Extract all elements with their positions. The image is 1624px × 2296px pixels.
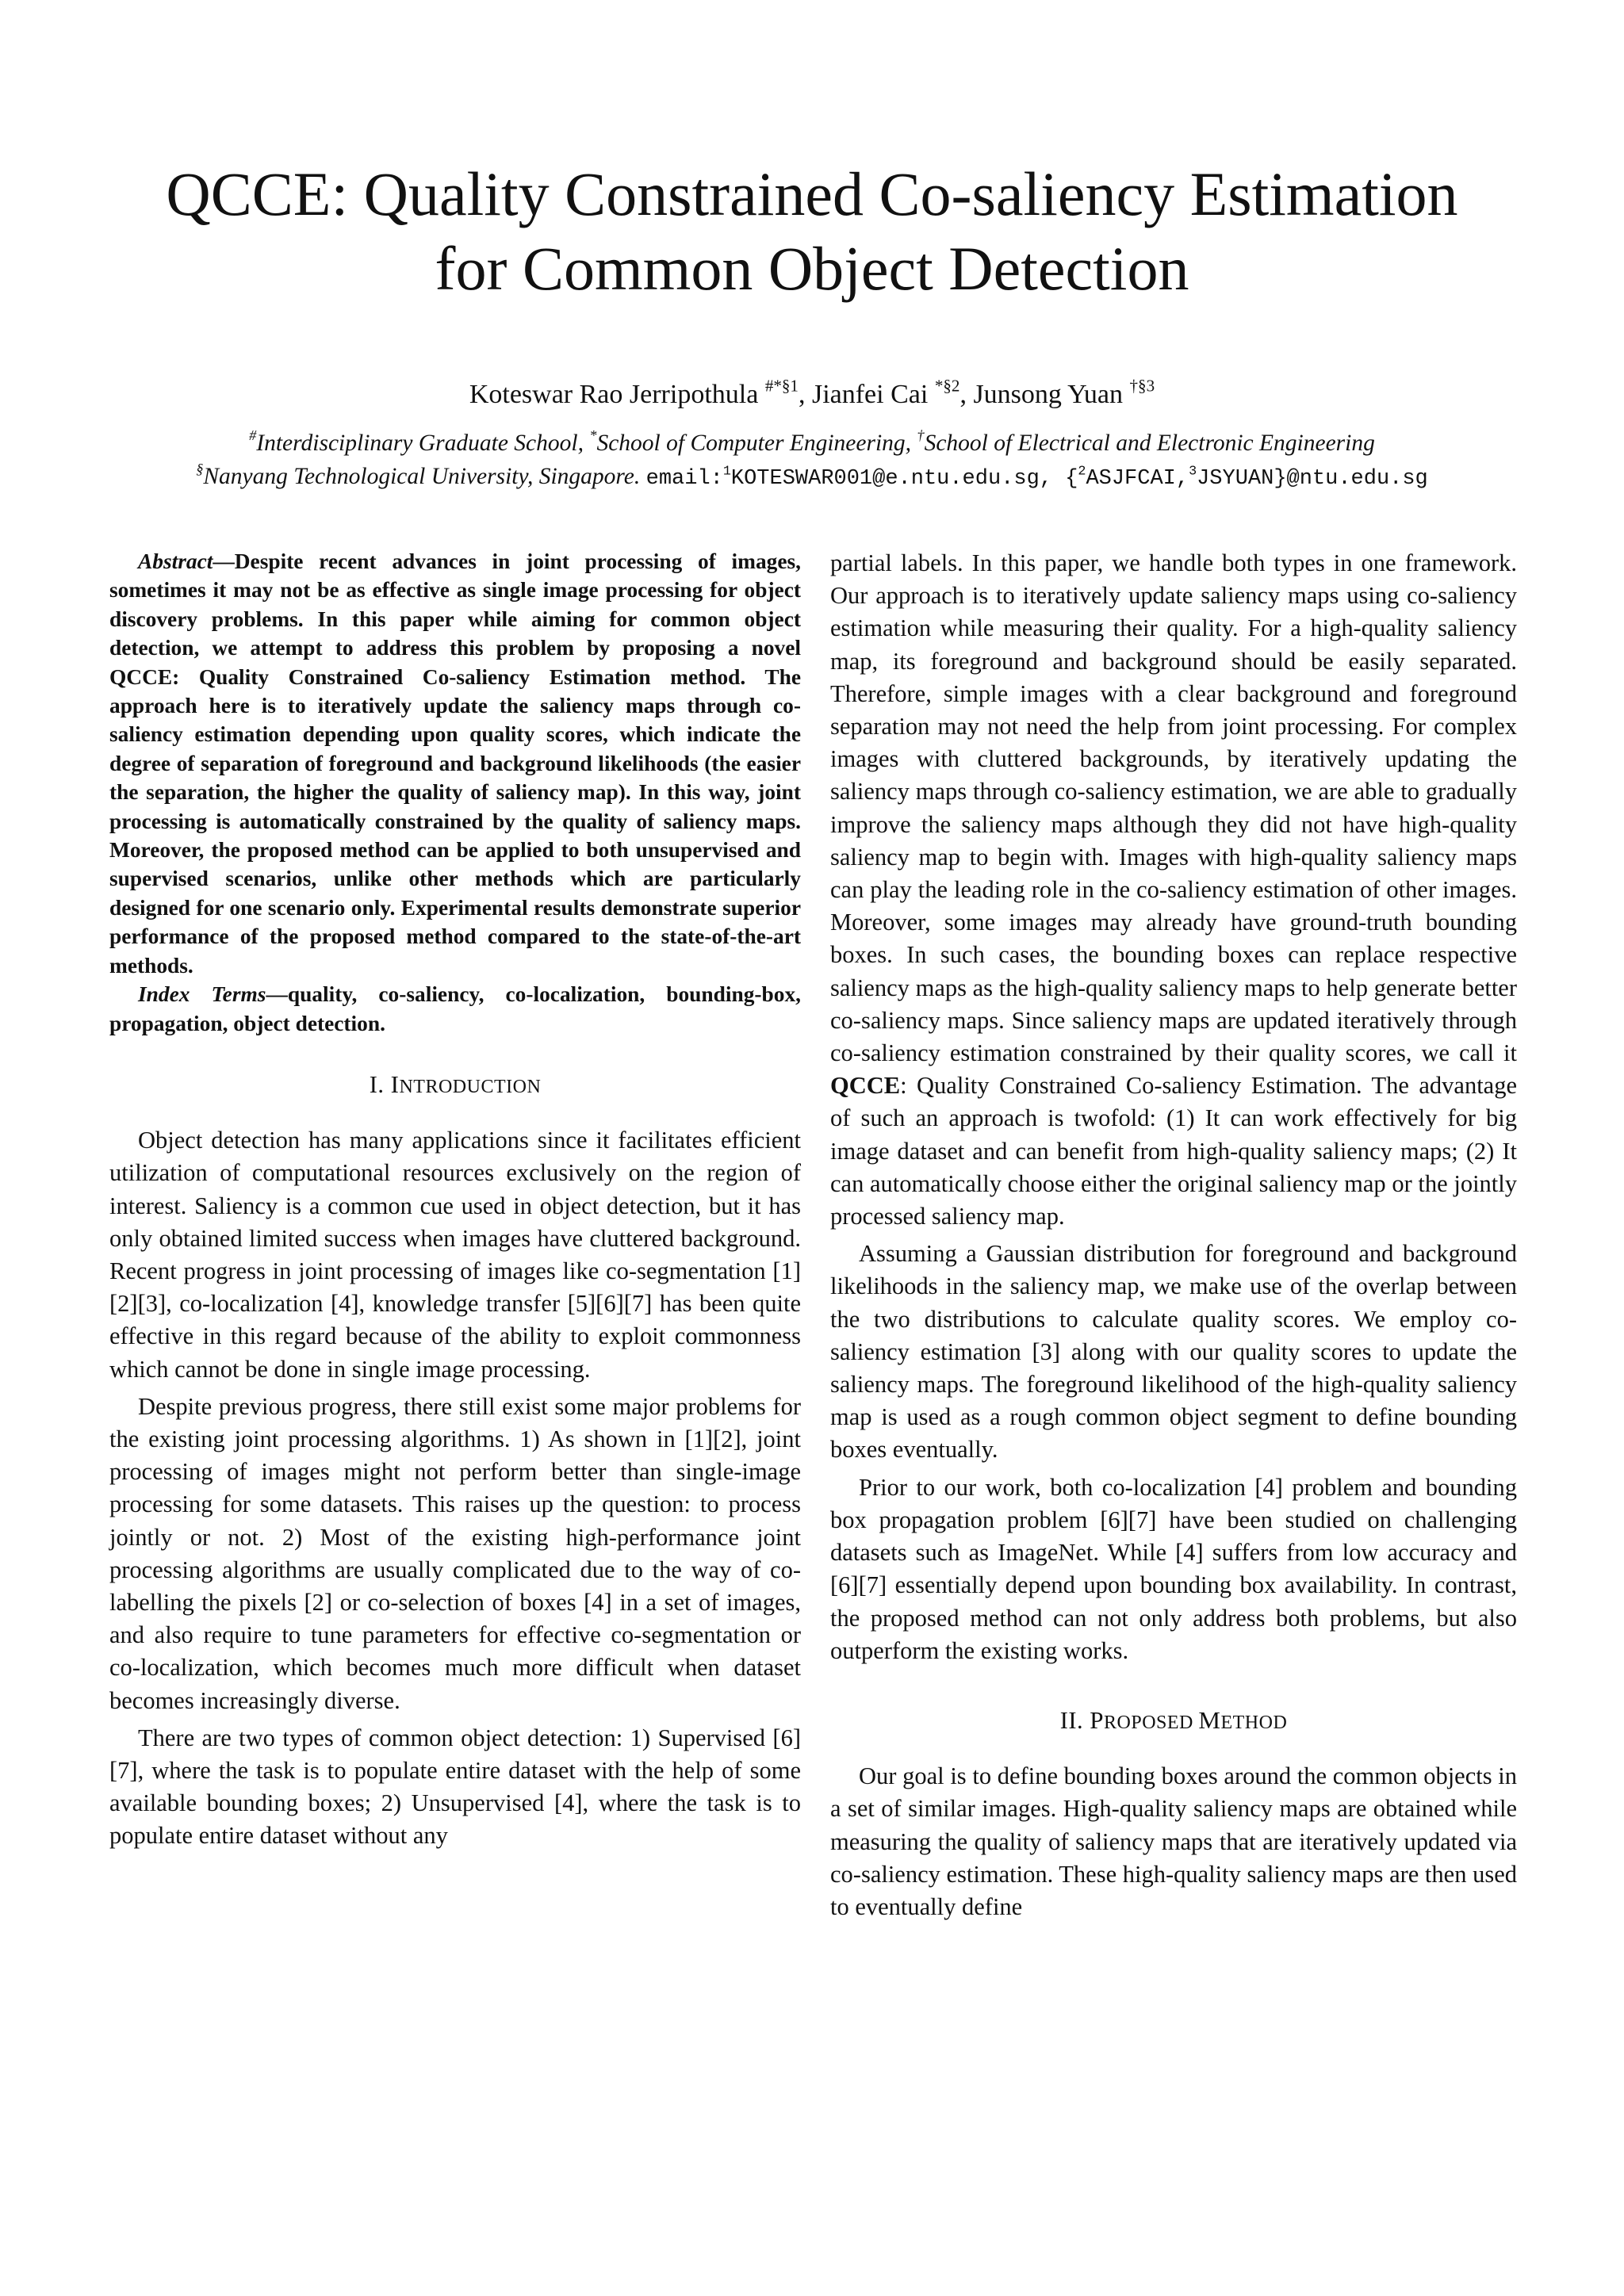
section-title-rest: ETHOD	[1220, 1712, 1288, 1733]
paragraph: Despite previous progress, there still exist some major problems for the existing joint processing algorithms. 1) As shown in [1][2], joint processing of images might not perform better than single-image processing for some datasets. This raises up the question: to process jointly or not. 2) Most of the existing high-performance joint processing algorithms are usually complicated due to the way of co-labelling the pixels [2] or co-selection of boxes [4] in a set of images, and also require to tune parameters for effective co-segmentation or co-localization, which becomes much more difficult when dataset becomes increasingly diverse.	[109, 1392, 801, 1714]
email-line	[645, 464, 1428, 491]
method-acronym: QCCE	[830, 1072, 901, 1100]
email-address[interactable]: KOTESWAR001@e.ntu.edu.sg,	[730, 467, 1052, 491]
paragraph-text: partial labels. In this paper, we handle both types in one framework. Our approach is to iteratively update saliency maps using co-saliency estimation while measuring their quality. For a high-quality saliency map, its foreground and background should be easily separated. Therefore, simple images with a clear background and foreground separation may not need the help from joint processing. For complex images with cluttered backgrounds, by iteratively updating the saliency maps through co-saliency estimation, we are able to gradually improve the saliency maps although they did not have high-quality saliency map to begin with. Images with high-quality saliency maps can play the leading role in the co-saliency estimation of other images. Moreover, some images may already have ground-truth bounding boxes. In such cases, the bounding boxes can replace respective saliency maps as the high-quality saliency maps to help generate better co-saliency maps. Since saliency maps are updated iteratively through co-saliency estimation constrained by their quality scores, we call it	[830, 549, 1517, 1067]
affiliation-line-2	[87, 460, 1537, 496]
affiliation-mark: #	[249, 427, 257, 444]
paper-title	[87, 157, 1537, 306]
author-list: Koteswar Rao Jerripothula $^{\#*\S 1}$, Jianfei Cai $^{*\S 2}$, Junsong Yuan $^{\dagger\S 3}$	[469, 376, 1155, 409]
section-title-initial: I	[390, 1070, 400, 1098]
affiliations	[87, 427, 1537, 496]
abstract	[109, 547, 801, 980]
affiliation-mark: *	[589, 427, 597, 444]
index-terms-text: —quality, co-saliency, co-localization, bounding-box, propagation, object detection.	[109, 982, 801, 1035]
author-name: Jianfei Cai	[811, 380, 929, 409]
section-numeral: II.	[1059, 1706, 1090, 1734]
title-line-2: for Common Object Detection	[435, 234, 1189, 303]
email-domain: }@ntu.edu.sg	[1274, 467, 1428, 491]
author-name: Koteswar Rao Jerripothula	[469, 380, 759, 409]
affiliation-mark: §	[196, 461, 204, 477]
affiliation-line-1	[87, 427, 1537, 460]
section-title-initial: M	[1198, 1705, 1221, 1734]
author-superscript: #*§1	[764, 376, 799, 396]
right-column	[830, 547, 1517, 1923]
affiliation-text: School of Computer Engineering,	[596, 430, 917, 456]
abstract-text: —Despite recent advances in joint processing of images, sometimes it may not be as effective as single image processing for object discovery problems. In this paper while aiming for common object detection, we attempt to address this problem by proposing a novel QCCE: Quality Constrained Co-saliency Estimation method. The approach here is to iteratively update the saliency maps through co-saliency estimation depending upon quality scores, which indicate the degree of separation of foreground and background likelihoods (the easier the separation, the higher the quality of saliency map). In this way, joint processing is automatically constrained by the quality of saliency maps. Moreover, the proposed method can be applied to both unsupervised and supervised scenarios, unlike other methods which are particularly designed for one scenario only. Experimental results demonstrate superior performance of the proposed method compared to the state-of-the-art methods.	[109, 549, 801, 978]
author-name: Junsong Yuan	[973, 380, 1124, 409]
affiliation-text: School of Electrical and Electronic Engineering	[924, 430, 1375, 456]
author-superscript: *§2	[934, 376, 960, 396]
email-mark: 3	[1189, 464, 1197, 480]
paragraph: Our goal is to define bounding boxes around the common objects in a set of similar images. High-quality saliency maps are obtained while measuring the quality of saliency maps that are iteratively updated via co-saliency estimation. These high-quality saliency maps are then used to eventually define	[830, 1762, 1517, 1920]
left-column	[109, 547, 801, 1853]
paragraph: Assuming a Gaussian distribution for foreground and background likelihoods in the saliency map, we make use of the overlap between the two distributions to calculate quality scores. We employ co-saliency estimation [3] along with our quality scores to update the saliency maps. The foreground likelihood of the high-quality saliency map is used as a rough common object segment to define bounding boxes eventually.	[830, 1240, 1517, 1464]
section-title-rest: ROPOSED	[1104, 1712, 1199, 1733]
section-numeral: I.	[369, 1070, 391, 1098]
paragraph-continued	[830, 547, 1517, 1233]
email-mark: 1	[722, 464, 731, 480]
email-user[interactable]: ASJFCAI,	[1086, 467, 1189, 491]
paragraph-text: : Quality Constrained Co-saliency Estimation. The advantage of such an approach is twofold: (1) It can work effectively for big image dataset and can benefit from high-quality saliency maps; (2) It can automatically choose either the original saliency map or the jointly processed saliency map.	[830, 1072, 1517, 1230]
section-heading-introduction	[109, 1068, 801, 1104]
paragraph: There are two types of common object detection: 1) Supervised [6][7], where the task is to populate entire dataset with the help of some available bounding boxes; 2) Unsupervised [4], where the task is to populate entire dataset without any	[109, 1724, 801, 1850]
affiliation-text: Nanyang Technological University, Singapore.	[203, 464, 641, 489]
abstract-label: Abstract	[138, 549, 213, 573]
index-terms	[109, 980, 801, 1038]
title-line-1: QCCE: Quality Constrained Co-saliency Estimation	[166, 159, 1458, 228]
author-superscript: †§3	[1129, 376, 1155, 396]
paragraph: Object detection has many applications since it facilitates efficient utilization of computational resources exclusively on the region of interest. Saliency is a common cue used in object detection, but it has only obtained limited success when images have cluttered background. Recent progress in joint processing of images like co-segmentation [1][2][3], co-localization [4], knowledge transfer [5][6][7] has been quite effective in this regard because of the ability to exploit commonness which cannot be done in single image processing.	[109, 1127, 801, 1383]
section-title-rest: NTRODUCTION	[399, 1076, 542, 1097]
affiliation-mark: †	[917, 427, 925, 444]
email-prefix: email:	[645, 467, 723, 491]
email-brace-open: {	[1065, 467, 1078, 491]
section-title-initial: P	[1090, 1705, 1105, 1734]
index-terms-label: Index Terms	[138, 982, 266, 1007]
section-heading-proposed-method	[830, 1704, 1517, 1739]
email-user[interactable]: JSYUAN	[1197, 467, 1274, 491]
affiliation-text: Interdisciplinary Graduate School,	[256, 430, 590, 456]
paragraph: Prior to our work, both co-localization [4] problem and bounding box propagation problem [6][7] have been studied on challenging datasets such as ImageNet. While [4] suffers from low accuracy and [6][7] essentially depend upon bounding box availability. In contrast, the proposed method can not only address both problems, but also outperform the existing works.	[830, 1473, 1517, 1664]
email-mark: 2	[1078, 464, 1086, 480]
